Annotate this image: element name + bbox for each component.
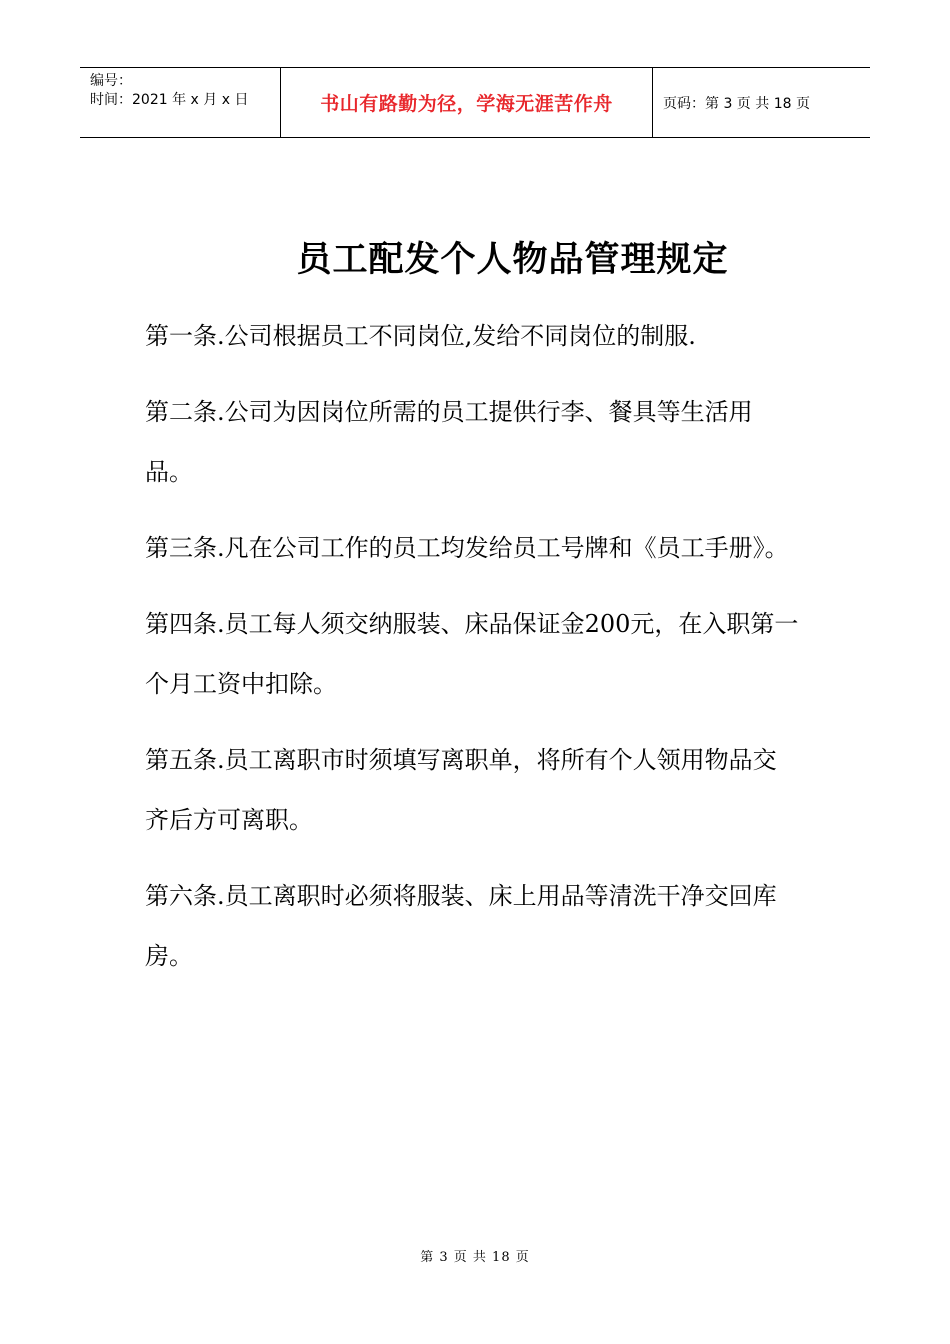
article-1: 第一条.公司根据员工不同岗位,发给不同岗位的制服. bbox=[145, 322, 696, 350]
header-page-cell bbox=[653, 68, 870, 137]
document-number-label: 编号： bbox=[90, 73, 132, 89]
article-list bbox=[145, 306, 800, 1002]
article-4: 第四条.员工每人须交纳服装、床品保证金200元，在入职第一个月工资中扣除。 bbox=[145, 610, 799, 698]
article-2: 第二条.公司为因岗位所需的员工提供行李、餐具等生活用品。 bbox=[145, 398, 753, 486]
document-date-label: 时间：2021 年 x 月 x 日 bbox=[90, 92, 249, 108]
page-header bbox=[80, 67, 870, 138]
header-motto: 书山有路勤为径，学海无涯苦作舟 bbox=[320, 93, 613, 115]
article-5: 第五条.员工离职市时须填写离职单，将所有个人领用物品交齐后方可离职。 bbox=[145, 746, 777, 834]
header-meta-cell bbox=[80, 68, 281, 137]
article-6: 第六条.员工离职时必须将服装、床上用品等清洗干净交回库房。 bbox=[145, 882, 777, 970]
header-page-info: 页码：第 3 页 共 18 页 bbox=[663, 95, 810, 112]
article-3: 第三条.凡在公司工作的员工均发给员工号牌和《员工手册》。 bbox=[145, 534, 789, 562]
header-motto-cell bbox=[281, 68, 653, 137]
document-title: 员工配发个人物品管理规定 bbox=[296, 240, 729, 280]
page-footer: 第 3 页 共 18 页 bbox=[420, 1250, 530, 1265]
